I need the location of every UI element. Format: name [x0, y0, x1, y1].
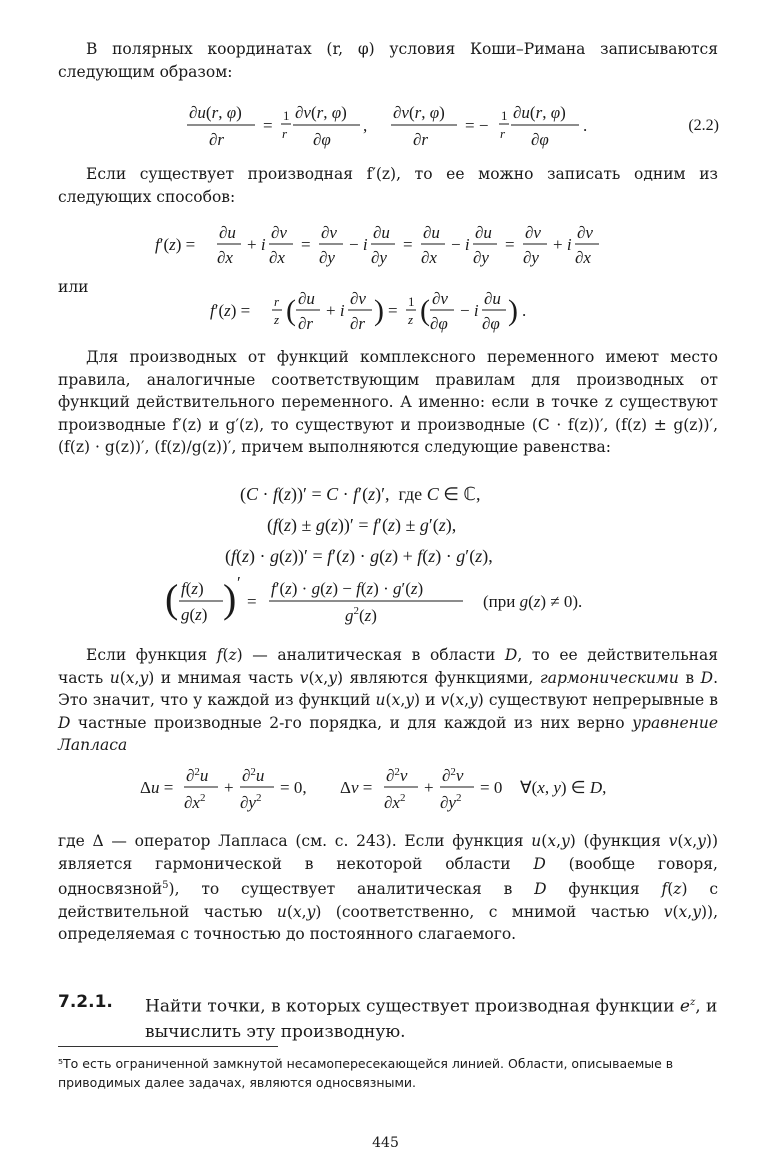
svg-text:z: z — [408, 312, 414, 327]
svg-text:∂y: ∂y — [371, 248, 387, 267]
svg-text:(: ( — [286, 294, 296, 327]
svg-text:= −: = − — [465, 116, 489, 135]
paragraph-rules: Для производных от функций комплексного переменного имеют место правила, аналогичные соответствующим правилам для производных от функций действительного переменного. А именно: если в точке z существуют производные f′(z) и g′(z), то существуют и производные (C · f(z))′, (f(z) ± g(z))′, (f(z) · g(z))′, (f(z)/g(z))′, причем выполняются следующие равенства: — [58, 348, 718, 456]
svg-text:∂r: ∂r — [298, 314, 314, 333]
footnote: ⁵То есть ограниченной замкнутой несамопересекающейся линией. Области, описываемые в приводимых далее задачах, являются односвязными. — [58, 1056, 674, 1090]
svg-text:∂y: ∂y — [523, 248, 539, 267]
svg-text:= 0,: = 0, — [280, 778, 307, 797]
svg-text:∂y: ∂y — [473, 248, 489, 267]
rule-constant: (C · f(z))′ = C · f′(z)′, где C ∈ ℂ, — [240, 484, 481, 504]
svg-text:): ) — [508, 294, 518, 327]
svg-text:∂y2: $\partial y^2$ — [240, 792, 262, 812]
svg-text:∂v: ∂v — [525, 223, 541, 242]
svg-text:= 0: = 0 — [480, 778, 503, 797]
svg-text:+ i: + i — [247, 235, 266, 254]
svg-text:.: . — [583, 116, 588, 135]
svg-text:− i: − i — [451, 235, 470, 254]
equation-derivative-forms-graphic — [155, 222, 625, 270]
svg-text:∂y: ∂y — [319, 248, 335, 267]
svg-text:∂x2: $\partial x^2$ — [384, 792, 406, 812]
paragraph-harmonic: где Δ — оператор Лапласа (см. с. 243). Если функция u(x,y) (функция v(x,y)) является гармонической в некоторой области D (вообще говоря, односвязной$^5$), то существует аналитическая в D функция f(z) с действительной частью u(x,y) (соответственно, с мнимой частью v(x,y)), определяемая с точностью до постоянного слагаемого. — [58, 832, 718, 944]
equation-laplace — [140, 764, 660, 821]
svg-text:∂u: ∂u — [475, 223, 492, 242]
equation-derivative-polar-graphic — [210, 284, 550, 338]
svg-text:f′(z) =: f′(z) = — [210, 301, 251, 320]
svg-text:=: = — [388, 301, 398, 320]
svg-text:1: 1 — [501, 108, 508, 123]
equation-2-2-graphic — [185, 100, 605, 152]
svg-text:∂2u: ∂$^2$u — [242, 766, 265, 785]
equation-derivative-polar — [210, 284, 550, 343]
equation-2-2 — [185, 100, 605, 157]
svg-text:∂v: ∂v — [432, 289, 448, 308]
svg-text:∂2u: ∂$^2$u — [186, 766, 209, 785]
svg-text:′: ′ — [237, 574, 241, 592]
svg-text:∂v: ∂v — [271, 223, 287, 242]
svg-text:,: , — [363, 116, 368, 135]
task-number: 7.2.1. — [58, 992, 113, 1012]
svg-text:=: = — [263, 116, 273, 135]
svg-text:): ) — [223, 576, 237, 621]
svg-text:r: r — [500, 126, 506, 141]
svg-text:∂u: ∂u — [423, 223, 440, 242]
svg-text:∂r: ∂r — [413, 130, 429, 149]
svg-text:∂x2: $\partial x^2$ — [184, 792, 206, 812]
svg-text:): ) — [374, 294, 384, 327]
svg-text:∂x: ∂x — [575, 248, 591, 267]
paragraph-derivative-forms: Если существует производная f′(z), то ее можно записать одним из следующих способов: — [58, 165, 718, 206]
svg-text:∂u: ∂u — [298, 289, 315, 308]
rule-sum: (f(z) ± g(z))′ = f′(z) ± g′(z), — [267, 515, 457, 535]
svg-text:− i: − i — [460, 301, 479, 320]
svg-text:∂r: ∂r — [209, 130, 225, 149]
svg-text:∂y2: $\partial y^2$ — [440, 792, 462, 812]
svg-text:(: ( — [420, 294, 430, 327]
svg-text:∂φ: ∂φ — [531, 130, 549, 149]
svg-text:f(z): f(z) — [181, 579, 204, 598]
svg-text:r: r — [282, 126, 288, 141]
task-text: Найти точки, в которых существует производная функции $e^z$, и вычислить эту производную. — [145, 996, 718, 1042]
svg-text:∂φ: ∂φ — [482, 314, 500, 333]
svg-text:− i: − i — [349, 235, 368, 254]
svg-text:g2(z): $g^2(z)$ — [345, 605, 377, 625]
rule-quotient — [165, 574, 625, 637]
svg-text:∂φ: ∂φ — [313, 130, 331, 149]
svg-text:=: = — [403, 235, 413, 254]
svg-text:.: . — [522, 301, 527, 320]
svg-text:+ i: + i — [326, 301, 345, 320]
svg-text:∀(x, y) ∈ D,: ∀(x, y) ∈ D, — [520, 778, 607, 797]
svg-text:∂u: ∂u — [219, 223, 236, 242]
page-number: 445 — [372, 1135, 399, 1151]
rule-quotient-graphic — [165, 574, 625, 632]
svg-text:∂x: ∂x — [269, 248, 285, 267]
footnote-divider — [58, 1046, 278, 1047]
svg-text:f′(z) · g(z) − f(z) · g′(z): f′(z) · g(z) − f(z) · g′(z) — [271, 579, 424, 598]
svg-text:∂u(r, φ): ∂u(r, φ) — [513, 103, 566, 122]
svg-text:∂v(r, φ): ∂v(r, φ) — [393, 103, 445, 122]
rule-product: (f(z) · g(z))′ = f′(z) · g(z) + f(z) · g′(z), — [225, 546, 493, 566]
svg-text:+: + — [424, 778, 434, 797]
svg-text:f′(z) =: f′(z) = — [155, 235, 196, 254]
paragraph-analytic: Если функция f(z) — аналитическая в области D, то ее действительная часть u(x,y) и мнимая часть v(x,y) являются функциями, гармоническими в D. Это значит, что у каждой из функций u(x,y) и v(x,y) существуют непрерывные в D частные производные 2-го порядка, и для каждой из них верно уравнение Лапласа — [58, 646, 718, 754]
paragraph-polar-intro: В полярных координатах (r, φ) условия Коши–Римана записываются следующим образом: — [58, 40, 718, 81]
svg-text:+: + — [224, 778, 234, 797]
svg-text:(: ( — [165, 576, 179, 621]
svg-text:=: = — [301, 235, 311, 254]
equation-derivative-forms — [155, 222, 625, 275]
svg-text:∂v(r, φ): ∂v(r, φ) — [295, 103, 347, 122]
svg-text:∂2v: ∂$^2$v — [442, 766, 464, 785]
word-or: или — [58, 278, 89, 296]
svg-text:∂u: ∂u — [484, 289, 501, 308]
svg-text:Δu =: Δu = — [140, 778, 174, 797]
svg-text:=: = — [505, 235, 515, 254]
svg-text:∂x: ∂x — [421, 248, 437, 267]
svg-text:g(z): g(z) — [181, 605, 208, 624]
svg-text:1: 1 — [283, 108, 290, 123]
svg-text:∂2v: ∂$^2$v — [386, 766, 408, 785]
svg-text:1: 1 — [408, 294, 415, 309]
svg-text:∂u(r, φ): ∂u(r, φ) — [189, 103, 242, 122]
svg-text:∂r: ∂r — [350, 314, 366, 333]
svg-text:∂v: ∂v — [350, 289, 366, 308]
svg-text:=: = — [247, 592, 257, 611]
svg-text:Δv =: Δv = — [340, 778, 373, 797]
svg-text:∂φ: ∂φ — [430, 314, 448, 333]
equation-number-2-2: (2.2) — [688, 117, 719, 134]
svg-text:∂u: ∂u — [373, 223, 390, 242]
svg-text:(при g(z) ≠ 0).: (при g(z) ≠ 0). — [483, 592, 583, 611]
svg-text:r: r — [274, 294, 280, 309]
svg-text:∂v: ∂v — [577, 223, 593, 242]
equation-laplace-graphic — [140, 764, 660, 816]
svg-text:+ i: + i — [553, 235, 572, 254]
svg-text:∂v: ∂v — [321, 223, 337, 242]
svg-text:∂x: ∂x — [217, 248, 233, 267]
svg-text:z: z — [274, 312, 280, 327]
